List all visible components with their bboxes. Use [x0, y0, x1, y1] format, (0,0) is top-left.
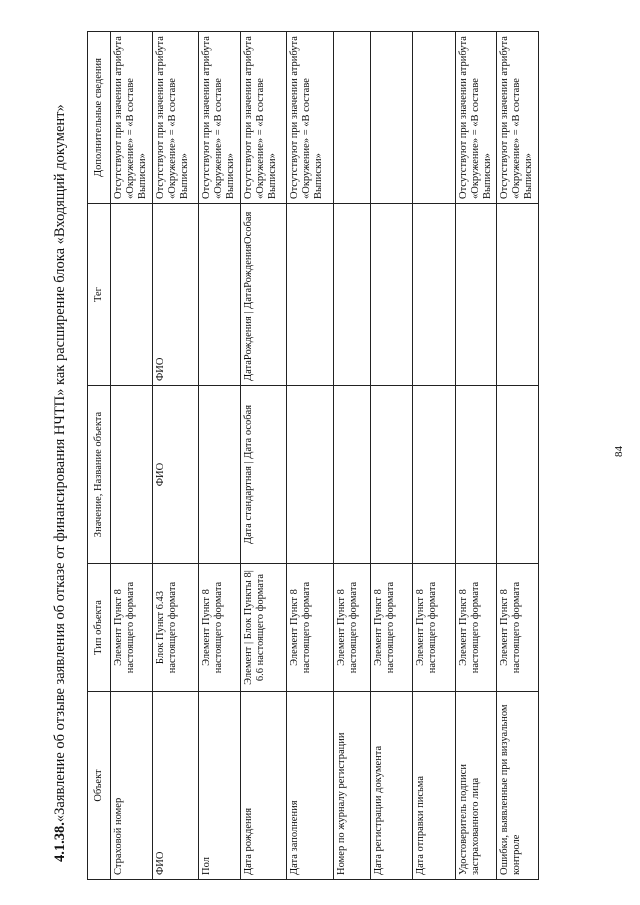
cell-type: Элемент Пункт 8 настоящего формата [334, 564, 371, 692]
header-value: Значение, Название объекта [88, 386, 111, 564]
cell-extra: Отсутствуют при значении атрибута «Окружение» = «В составе Выписки» [455, 32, 497, 204]
cell-tag: ДатаРождения | ДатаРожденияОсобая [240, 204, 287, 386]
page-number: 84 [613, 446, 625, 458]
table-row [152, 32, 199, 880]
cell-object: Номер по журналу регистрации [334, 692, 371, 880]
section-heading [48, 36, 72, 862]
cell-value [455, 386, 497, 564]
table-row [287, 32, 334, 880]
header-type: Тип объекта [88, 564, 111, 692]
cell-value [413, 386, 456, 564]
cell-tag [287, 204, 334, 386]
cell-type: Элемент Пункт 8 настоящего формата [455, 564, 497, 692]
cell-object: ФИО [152, 692, 199, 880]
cell-value [334, 386, 371, 564]
cell-value [199, 386, 241, 564]
cell-tag: ФИО [152, 204, 199, 386]
header-tag: Тег [88, 204, 111, 386]
cell-type: Элемент Пункт 8 настоящего формата [111, 564, 153, 692]
table-header-row [88, 32, 111, 880]
cell-tag [497, 204, 539, 386]
cell-type: Элемент Пункт 8 настоящего формата [497, 564, 539, 692]
cell-type: Элемент Пункт 8 настоящего формата [199, 564, 241, 692]
spec-table [87, 31, 539, 880]
cell-extra: Отсутствуют при значении атрибута «Окружение» = «В составе Выписки» [152, 32, 199, 204]
cell-value [287, 386, 334, 564]
cell-extra: Отсутствуют при значении атрибута «Окружение» = «В составе Выписки» [199, 32, 241, 204]
cell-extra [413, 32, 456, 204]
cell-object: Пол [199, 692, 241, 880]
header-object: Объект [88, 692, 111, 880]
header-extra: Дополнительные сведения [88, 32, 111, 204]
cell-object: Дата рождения [240, 692, 287, 880]
table-row [199, 32, 241, 880]
cell-type: Элемент Пункт 8 настоящего формата [287, 564, 334, 692]
cell-object: Удостоверитель подписи застрахованного лица [455, 692, 497, 880]
cell-extra: Отсутствуют при значении атрибута «Окружение» = «В составе Выписки» [111, 32, 153, 204]
cell-tag [413, 204, 456, 386]
cell-type: Элемент Пункт 8 настоящего формата [413, 564, 456, 692]
cell-extra: Отсутствуют при значении атрибута «Окружение» = «В составе Выписки» [240, 32, 287, 204]
table-row [111, 32, 153, 880]
cell-extra: Отсутствуют при значении атрибута «Окружение» = «В составе Выписки» [287, 32, 334, 204]
cell-value: ФИО [152, 386, 199, 564]
table-row [455, 32, 497, 880]
cell-object: Страховой номер [111, 692, 153, 880]
table-row [240, 32, 287, 880]
table-row [334, 32, 371, 880]
cell-object: Дата заполнения [287, 692, 334, 880]
cell-object: Дата регистрации документа [370, 692, 413, 880]
cell-value: Дата стандартная | Дата особая [240, 386, 287, 564]
cell-tag [370, 204, 413, 386]
table-row [497, 32, 539, 880]
cell-tag [111, 204, 153, 386]
cell-object: Ошибки, выявленные при визуальном контроле [497, 692, 539, 880]
table-container [87, 32, 539, 880]
section-number: 4.1.38. [52, 822, 68, 862]
cell-type: Элемент | Блок Пункты 8| 6.6 настоящего формата [240, 564, 287, 692]
cell-value [370, 386, 413, 564]
cell-object: Дата отправки письма [413, 692, 456, 880]
cell-extra [370, 32, 413, 204]
cell-tag [199, 204, 241, 386]
table-row [370, 32, 413, 880]
cell-value [497, 386, 539, 564]
cell-type: Блок Пункт 6.43 настоящего формата [152, 564, 199, 692]
cell-tag [334, 204, 371, 386]
section-title: «Заявление об отзыве заявления об отказе от финансирования НЧТП» как расширение блока «Входящий документ» [52, 104, 68, 823]
cell-extra: Отсутствуют при значении атрибута «Окружение» = «В составе Выписки» [497, 32, 539, 204]
cell-tag [455, 204, 497, 386]
cell-type: Элемент Пункт 8 настоящего формата [370, 564, 413, 692]
cell-extra [334, 32, 371, 204]
table-row [413, 32, 456, 880]
cell-value [111, 386, 153, 564]
